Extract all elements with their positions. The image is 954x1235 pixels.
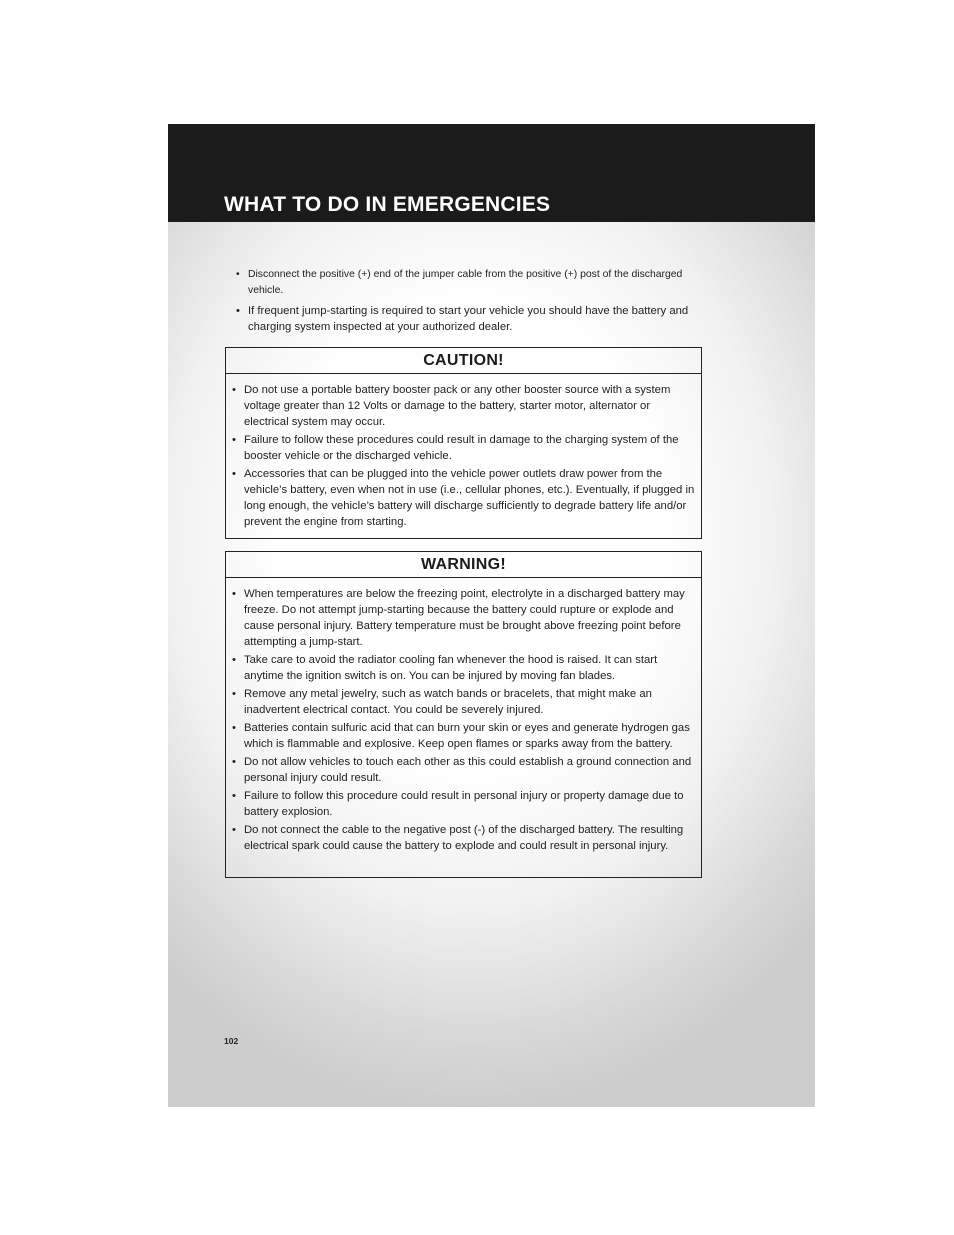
list-item: • Failure to follow this procedure could result in personal injury or property damage due to battery explosion. [232, 788, 695, 820]
caution-box [225, 347, 702, 539]
list-item: • Disconnect the positive (+) end of the jumper cable from the positive (+) post of the discharged vehicle. [236, 267, 706, 299]
list-item: • If frequent jump-starting is required to start your vehicle you should have the battery and charging system inspected at your authorized dealer. [236, 303, 706, 335]
list-item: • Do not use a portable battery booster pack or any other booster source with a system voltage greater than 12 Volts or damage to the battery, starter motor, alternator or electrical system may occur. [232, 382, 695, 430]
list-item: • Take care to avoid the radiator cooling fan whenever the hood is raised. It can start anytime the ignition switch is on. You can be injured by moving fan blades. [232, 652, 695, 684]
list-item: • Do not connect the cable to the negative post (-) of the discharged battery. The resulting electrical spark could cause the battery to explode and could result in personal injury. [232, 822, 695, 854]
caution-title: CAUTION! [226, 348, 701, 374]
intro-list [236, 267, 706, 339]
list-item: • Remove any metal jewelry, such as watch bands or bracelets, that might make an inadvertent electrical contact. You could be severely injured. [232, 686, 695, 718]
warning-list [232, 586, 695, 856]
page-title: WHAT TO DO IN EMERGENCIES [224, 193, 551, 216]
caution-list [232, 382, 695, 532]
manual-page [168, 124, 815, 1107]
list-item: • Do not allow vehicles to touch each other as this could establish a ground connection and personal injury could result. [232, 754, 695, 786]
list-item: • Failure to follow these procedures could result in damage to the charging system of the booster vehicle or the discharged vehicle. [232, 432, 695, 464]
list-item: • When temperatures are below the freezing point, electrolyte in a discharged battery may freeze. Do not attempt jump-starting because the battery could rupture or explode and cause personal injury. Battery temperature must be brought above freezing point before attempting a jump-start. [232, 586, 695, 650]
list-item: • Batteries contain sulfuric acid that can burn your skin or eyes and generate hydrogen gas which is flammable and explosive. Keep open flames or sparks away from the battery. [232, 720, 695, 752]
warning-title: WARNING! [226, 552, 701, 578]
warning-box [225, 551, 702, 878]
list-item: • Accessories that can be plugged into the vehicle power outlets draw power from the vehicle’s battery, even when not in use (i.e., cellular phones, etc.). Eventually, if plugged in long enough, the vehicle’s battery will discharge sufficiently to degrade battery life and/or prevent the engine from starting. [232, 466, 695, 530]
page-number: 102 [224, 1036, 239, 1046]
